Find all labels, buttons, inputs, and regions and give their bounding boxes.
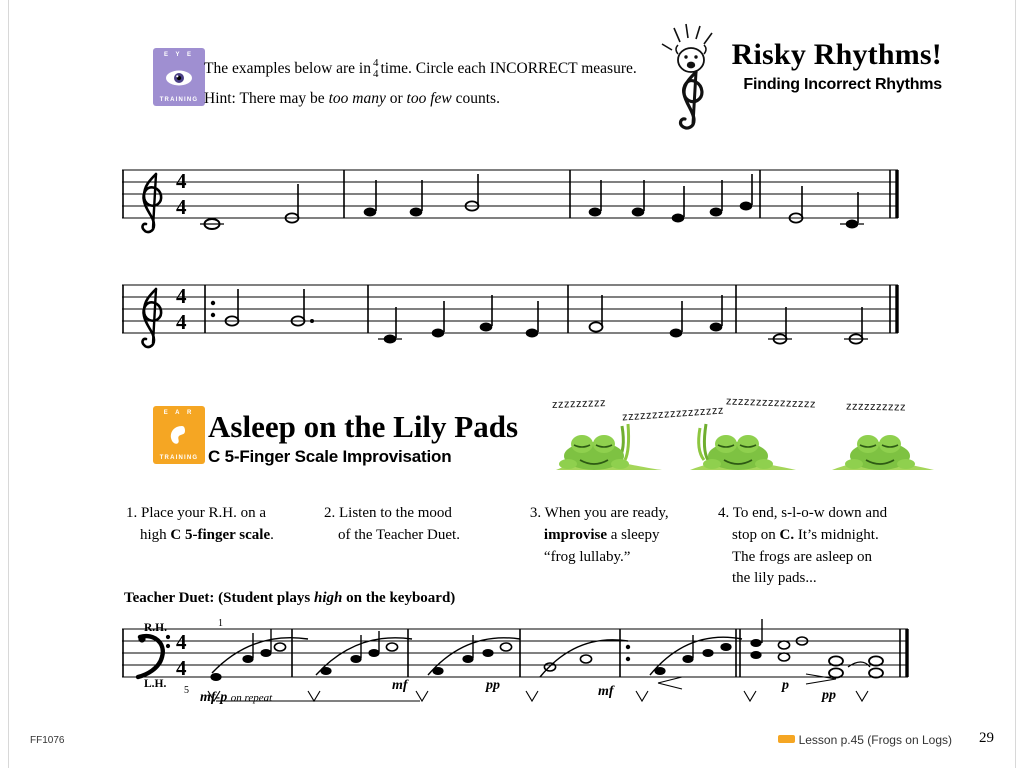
- dynamic-mf-2: mf: [598, 684, 614, 699]
- page-subtitle: Finding Incorrect Rhythms: [743, 76, 942, 93]
- instruction-line-1: [204, 57, 674, 81]
- hint-label: Hint:: [204, 90, 236, 108]
- step-text-line2: [718, 525, 916, 547]
- dynamic-pp-1: pp: [486, 678, 500, 693]
- step-number: 3.: [529, 505, 542, 521]
- step-text-bold: C 5-finger scale: [170, 526, 271, 543]
- dynamic-mf-p: [200, 690, 272, 706]
- teacher-duet-label: [124, 590, 455, 607]
- dynamic-mf-1: mf: [392, 678, 408, 693]
- page-border-left: [8, 0, 9, 768]
- step-text-line2: [530, 525, 718, 547]
- step-text-line3: The frogs are asleep on: [732, 548, 872, 565]
- step-text-line2: of the Teacher Duet.: [338, 526, 460, 543]
- step-text-bold: C.: [779, 526, 795, 543]
- dynamic-pp-2: pp: [822, 688, 836, 703]
- book-icon: [778, 735, 795, 743]
- step-text-bold: improvise: [543, 526, 607, 543]
- snore-text-2: zzzzzzzzzzzzzzzzz: [621, 404, 725, 424]
- badge-top-label: E Y E: [163, 52, 195, 58]
- step-text: Listen to the mood: [339, 505, 452, 521]
- staff-exercise-1: [120, 160, 900, 255]
- page-border-right: [1015, 0, 1016, 768]
- left-hand-label: L.H.: [144, 678, 167, 690]
- svg-text:4: 4: [176, 195, 187, 219]
- hint-text-c: counts.: [455, 90, 500, 108]
- finger-number-bottom: 5: [184, 685, 189, 696]
- badge-bottom-label: TRAINING: [159, 97, 199, 103]
- asleep-section-subtitle: C 5-Finger Scale Improvisation: [208, 447, 452, 466]
- time-sig-bottom: 4: [373, 67, 379, 80]
- step-text-post: It’s midnight.: [794, 526, 879, 543]
- step-text-pre: stop on: [732, 526, 780, 543]
- snore-text-1: zzzzzzzzz: [551, 397, 607, 411]
- dynamic-p: p: [782, 678, 789, 693]
- svg-text:4: 4: [176, 169, 187, 193]
- step-text-post: a sleepy: [606, 526, 660, 543]
- time-sig-top: 4: [373, 56, 379, 69]
- instruction-text-a: The examples below are in: [204, 60, 371, 77]
- eye-icon: [164, 67, 194, 89]
- section-title-block: [732, 38, 942, 94]
- step-text-line3: “frog lullaby.”: [543, 548, 631, 565]
- hint-emphasis-2: too few: [406, 90, 452, 108]
- hint-text-b: or: [389, 90, 403, 108]
- svg-text:4: 4: [176, 310, 187, 334]
- hint-emphasis-1: too many: [328, 90, 386, 108]
- step-number: 2.: [324, 505, 336, 521]
- page-number: 29: [979, 730, 994, 746]
- step-text-line2: [126, 525, 324, 547]
- step-3: [530, 503, 718, 590]
- ear-icon: [164, 425, 194, 447]
- instructions-block: [204, 57, 674, 111]
- badge-top-label: E A R: [163, 410, 195, 416]
- step-text: When you are ready,: [544, 505, 669, 521]
- time-signature-inline: [373, 58, 379, 80]
- step-number: 4.: [718, 505, 730, 521]
- step-text-pre: high: [140, 526, 171, 543]
- lesson-reference-text: Lesson p.45 (Frogs on Logs): [798, 733, 952, 747]
- step-4: [718, 503, 916, 590]
- instruction-line-2: [204, 87, 674, 111]
- ear-training-badge: [153, 406, 205, 464]
- duet-label-b: on the keyboard): [342, 590, 456, 606]
- finger-number-top: 1: [218, 618, 223, 629]
- staff-exercise-2: [120, 275, 900, 370]
- snore-text-3: zzzzzzzzzzzzzzz: [725, 395, 817, 411]
- staff-teacher-duet: [120, 615, 910, 730]
- step-text-line4: the lily pads...: [732, 570, 817, 587]
- dynamic-note: on repeat: [230, 692, 273, 704]
- dynamic-text: mf-p: [200, 690, 228, 705]
- step-text-post: .: [270, 526, 274, 543]
- svg-text:4: 4: [176, 284, 187, 308]
- sleeping-frogs-on-lily-pads-icon: [548, 412, 940, 489]
- lesson-reference: [778, 733, 952, 747]
- page-title: Risky Rhythms!: [731, 38, 942, 71]
- svg-text:4: 4: [176, 656, 187, 680]
- step-text: To end, s-l-o-w down and: [732, 505, 888, 521]
- improvisation-steps: [126, 503, 916, 590]
- duet-label-emphasis: high: [314, 590, 343, 606]
- snore-text-4: zzzzzzzzzz: [845, 400, 907, 414]
- asleep-section-title: Asleep on the Lily Pads: [208, 409, 519, 444]
- svg-text:4: 4: [176, 630, 187, 654]
- badge-bottom-label: TRAINING: [159, 455, 199, 461]
- step-1: [126, 503, 324, 590]
- step-text: Place your R.H. on a: [141, 505, 266, 521]
- instruction-text-b: time. Circle each INCORRECT measure.: [380, 60, 637, 77]
- right-hand-label: R.H.: [144, 622, 167, 634]
- catalog-number: FF1076: [30, 735, 65, 746]
- step-2: [324, 503, 530, 590]
- step-number: 1.: [126, 505, 138, 521]
- hint-text-a: There may be: [239, 90, 325, 108]
- duet-label-a: Teacher Duet: (Student plays: [124, 590, 315, 606]
- eye-training-badge: [153, 48, 205, 106]
